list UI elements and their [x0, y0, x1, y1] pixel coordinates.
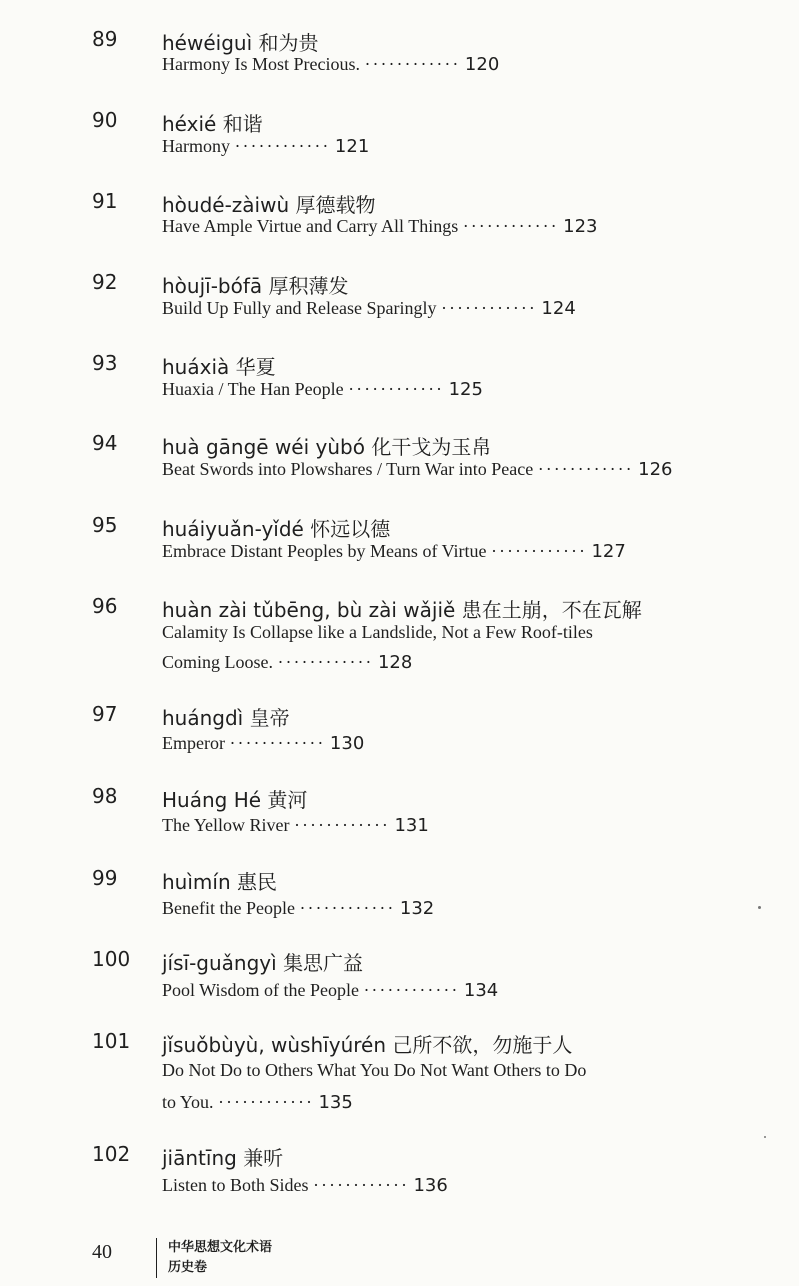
entry-hanzi: 己所不欲，勿施于人: [392, 1033, 573, 1057]
entry-translation-text: Do Not Do to Others What You Do Not Want Others to Do: [162, 1060, 587, 1080]
dot-leader: ············: [491, 541, 587, 561]
dot-leader: ············: [234, 136, 331, 156]
entry-translation: [162, 454, 673, 485]
dot-leader: ············: [218, 1092, 314, 1112]
entry-hanzi: 集思广益: [283, 951, 364, 975]
entry-pinyin: huáxià: [162, 355, 230, 379]
dot-leader: ············: [277, 652, 374, 672]
entry-translation: [162, 293, 576, 324]
entry-page: 136: [413, 1175, 448, 1196]
entry-translation-text: Coming Loose.: [162, 652, 273, 672]
entry-page: 127: [591, 541, 626, 562]
dot-leader: ············: [294, 815, 390, 835]
entry-hanzi: 和为贵: [258, 31, 319, 55]
entry-translation-text: Beat Swords into Plowshares / Turn War into Peace: [162, 459, 534, 479]
entry-term: [162, 866, 277, 895]
entry-translation: [162, 1170, 448, 1201]
entry-hanzi: 黄河: [267, 788, 308, 812]
entry-term: [162, 947, 363, 976]
entry-page: 135: [318, 1092, 353, 1113]
entry-translation-text: Emperor: [162, 733, 225, 753]
running-footer-title: [168, 1238, 272, 1278]
entry-number: 96: [92, 594, 118, 618]
entry-translation-text: to You.: [162, 1092, 214, 1112]
entry-page: 126: [638, 459, 673, 480]
entry-translation: [162, 893, 434, 924]
entry-pinyin: huìmín: [162, 870, 231, 894]
entry-number: 100: [92, 947, 131, 971]
entry-number: 97: [92, 702, 118, 726]
entry-pinyin: hòujī-bófā: [162, 274, 263, 298]
dot-leader: ············: [299, 898, 396, 918]
entry-hanzi: 厚积薄发: [268, 274, 349, 298]
dot-leader: ············: [537, 459, 634, 479]
entry-page: 132: [399, 898, 435, 919]
entry-translation: [162, 728, 364, 759]
entry-term: [162, 1142, 283, 1171]
entry-number: 90: [92, 108, 118, 132]
entry-page: 125: [448, 379, 483, 400]
entry-translation: [162, 617, 593, 648]
entry-translation-text: Build Up Fully and Release Sparingly: [162, 298, 437, 318]
entry-translation-text: Benefit the People: [162, 898, 295, 918]
entry-term: [162, 784, 307, 813]
entry-page: 130: [329, 733, 365, 754]
dot-leader: ············: [348, 379, 445, 399]
entry-pinyin: héwéiguì: [162, 31, 253, 55]
entry-hanzi: 和谐: [222, 112, 263, 136]
entry-hanzi: 兼听: [243, 1146, 284, 1170]
dot-leader: ············: [363, 980, 460, 1000]
entry-number: 93: [92, 351, 118, 375]
entry-translation: [162, 49, 499, 80]
entry-translation-continued: [162, 647, 412, 678]
entry-hanzi: 华夏: [235, 355, 276, 379]
entry-hanzi: 怀远以德: [310, 517, 391, 541]
entry-number: 101: [92, 1029, 131, 1053]
entry-translation: [162, 374, 483, 405]
entry-number: 98: [92, 784, 118, 808]
entry-number: 91: [92, 189, 118, 213]
dot-leader: ············: [462, 216, 559, 236]
entry-page: 124: [541, 298, 576, 319]
entry-translation-text: The Yellow River: [162, 815, 290, 835]
entry-page: 120: [464, 54, 500, 75]
dot-leader: ············: [229, 733, 326, 753]
scan-speck: [764, 1136, 766, 1138]
entry-pinyin: huángdì: [162, 706, 244, 730]
entry-translation-text: Harmony: [162, 136, 230, 156]
dot-leader: ············: [440, 298, 537, 318]
entry-hanzi: 厚德载物: [295, 193, 376, 217]
entry-translation-text: Calamity Is Collapse like a Landslide, Not a Few Roof-tiles: [162, 622, 593, 642]
entry-term: [162, 1029, 572, 1058]
entry-translation-text: Listen to Both Sides: [162, 1175, 309, 1195]
entry-translation: [162, 1055, 586, 1086]
entry-number: 89: [92, 27, 118, 51]
entry-term: [162, 702, 290, 731]
entry-hanzi: 患在土崩，不在瓦解: [461, 598, 642, 622]
entry-number: 102: [92, 1142, 131, 1166]
entry-translation-continued: [162, 1087, 353, 1118]
entry-translation: [162, 975, 498, 1006]
entry-pinyin: huà gāngē wéi yùbó: [162, 435, 365, 459]
entry-number: 94: [92, 431, 118, 455]
entry-hanzi: 化干戈为玉帛: [371, 435, 492, 459]
entry-translation: [162, 810, 429, 841]
entry-pinyin: jǐsuǒbùyù, wùshīyúrén: [162, 1033, 387, 1057]
entry-hanzi: 皇帝: [249, 706, 290, 730]
entry-number: 92: [92, 270, 118, 294]
entry-page: 123: [563, 216, 598, 237]
entry-hanzi: 惠民: [236, 870, 277, 894]
entry-translation: [162, 536, 626, 567]
entry-translation-text: Embrace Distant Peoples by Means of Virtue: [162, 541, 487, 561]
entry-pinyin: huàn zài tǔbēng, bù zài wǎjiě: [162, 598, 456, 622]
entry-pinyin: jiāntīng: [162, 1146, 237, 1170]
entry-page: 121: [334, 136, 370, 157]
entry-translation-text: Huaxia / The Han People: [162, 379, 344, 399]
footer-title-line1: 中华思想文化术语: [168, 1240, 273, 1255]
entry-pinyin: Huáng Hé: [162, 788, 262, 812]
entry-pinyin: jísī-guǎngyì: [162, 951, 277, 975]
entry-number: 95: [92, 513, 118, 537]
entry-page: 134: [463, 980, 499, 1001]
entry-page: 128: [377, 652, 413, 673]
page-number: 40: [92, 1241, 112, 1263]
entry-number: 99: [92, 866, 118, 890]
entry-translation: [162, 131, 369, 162]
entry-translation-text: Pool Wisdom of the People: [162, 980, 359, 1000]
footer-divider: [156, 1238, 157, 1278]
entry-pinyin: hòudé-zàiwù: [162, 193, 290, 217]
entry-translation: [162, 211, 598, 242]
entry-translation-text: Harmony Is Most Precious.: [162, 54, 360, 74]
footer-title-line2: 历史卷: [168, 1260, 208, 1275]
dot-leader: ············: [313, 1175, 409, 1195]
entry-page: 131: [394, 815, 429, 836]
entry-pinyin: héxié: [162, 112, 217, 136]
entry-pinyin: huáiyuǎn-yǐdé: [162, 517, 304, 541]
scan-speck: [758, 906, 761, 909]
entry-translation-text: Have Ample Virtue and Carry All Things: [162, 216, 459, 236]
dot-leader: ············: [364, 54, 461, 74]
